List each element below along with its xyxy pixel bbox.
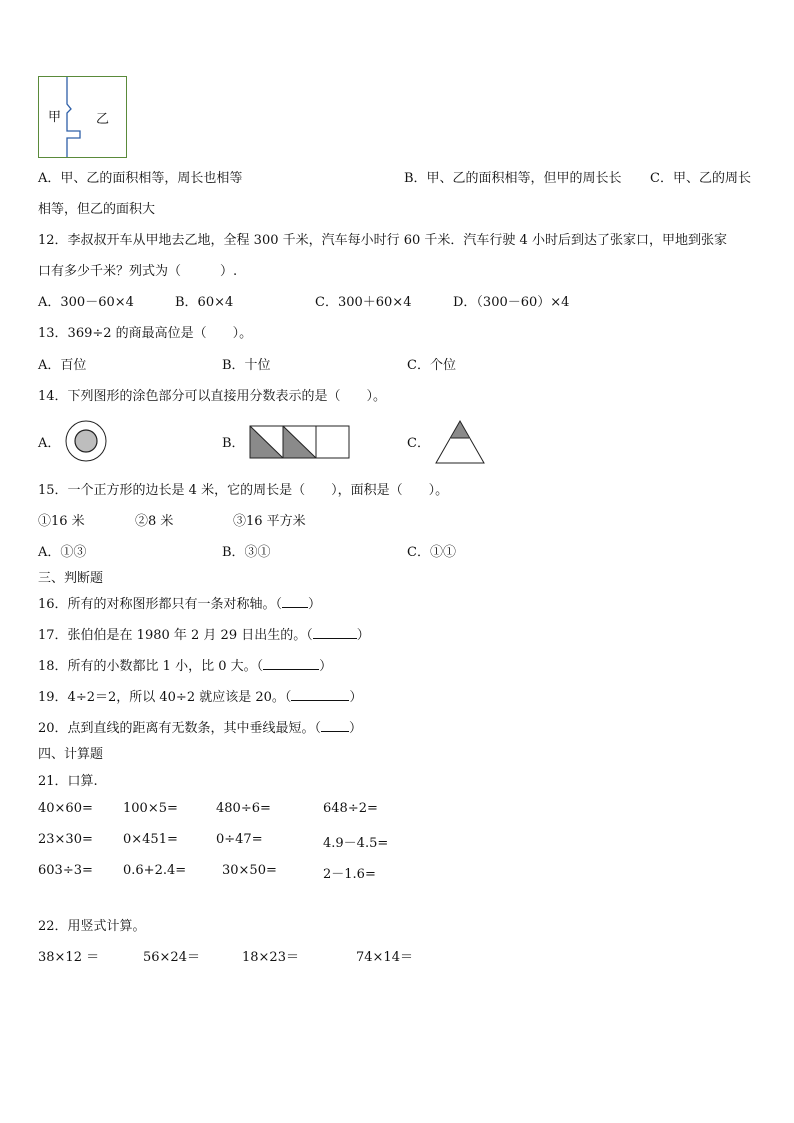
q21-item: 0×451= — [123, 832, 178, 847]
q22-item: 56×24＝ — [143, 950, 200, 965]
q21-item: 0÷47= — [216, 832, 263, 847]
shaded-triangle-icon — [434, 419, 486, 465]
q14-stem: 14．下列图形的涂色部分可以直接用分数表示的是（ ）。 — [38, 389, 387, 404]
q17-answer-blank[interactable] — [313, 627, 357, 639]
q13-option-c: C．个位 — [407, 358, 456, 373]
q20-close: ） — [349, 721, 363, 736]
q20-text: 20．点到直线的距离有无数条，其中垂线最短。（ — [38, 721, 322, 736]
q21-item: 100×5= — [123, 801, 178, 816]
q15-choice-2: ②8 米 — [135, 514, 174, 529]
q21-item: 2－1.6= — [323, 867, 376, 882]
q18-answer-blank[interactable] — [263, 658, 319, 670]
q12-option-c: C．300＋60×4 — [315, 295, 412, 310]
q14-option-a-label: A． — [38, 436, 61, 451]
q21-item: 23×30= — [38, 832, 93, 847]
q20 — [38, 717, 362, 736]
q15-stem: 15．一个正方形的边长是 4 米，它的周长是（ ），面积是（ ）。 — [38, 483, 449, 498]
q12-stem-line2: 口有多少千米？列式为（ ）. — [38, 264, 238, 279]
q13-stem: 13．369÷2 的商最高位是（ ）。 — [38, 326, 253, 341]
q21-item: 4.9－4.5= — [323, 836, 389, 851]
q13-option-a: A．百位 — [38, 358, 87, 373]
q16-close: ） — [308, 597, 322, 612]
q21-item: 480÷6= — [216, 801, 271, 816]
q17-text: 17．张伯伯是在 1980 年 2 月 29 日出生的。（ — [38, 628, 313, 643]
q11-option-c-continued: 相等，但乙的面积大 — [38, 202, 156, 217]
q15-choice-3: ③16 平方米 — [233, 514, 306, 529]
q17 — [38, 624, 370, 643]
q17-close: ） — [356, 628, 370, 643]
q15-option-b: B．③① — [222, 545, 271, 560]
shaded-squares-icon — [249, 425, 351, 459]
q20-answer-blank[interactable] — [321, 720, 349, 732]
q16-answer-blank[interactable] — [282, 596, 308, 608]
q21-stem: 21．口算. — [38, 774, 98, 789]
q15-option-c: C．①① — [407, 545, 456, 560]
q19 — [38, 686, 362, 705]
q14-option-b-label: B． — [222, 436, 245, 451]
q21-item: 40×60= — [38, 801, 93, 816]
q14-option-c-label: C． — [407, 436, 430, 451]
figure-label-jia: 甲 — [48, 110, 62, 125]
q18-close: ） — [319, 659, 333, 674]
q18-text: 18．所有的小数都比 1 小，比 0 大。（ — [38, 659, 264, 674]
q12-option-a: A．300－60×4 — [38, 295, 134, 310]
q11-option-b: B．甲、乙的面积相等，但甲的周长长 — [404, 171, 622, 186]
q22-item: 18×23＝ — [242, 950, 299, 965]
q22-item: 74×14＝ — [356, 950, 413, 965]
q11-option-a: A．甲、乙的面积相等，周长也相等 — [38, 171, 243, 186]
q19-text: 19．4÷2＝2，所以 40÷2 就应该是 20。（ — [38, 690, 292, 705]
q12-option-b: B．60×4 — [175, 295, 234, 310]
q22-stem: 22．用竖式计算。 — [38, 919, 146, 934]
section-4-heading: 四、计算题 — [38, 747, 104, 762]
figure-label-yi: 乙 — [96, 112, 110, 127]
q11-option-c: C．甲、乙的周长 — [650, 171, 751, 186]
q12-stem-line1: 12．李叔叔开车从甲地去乙地，全程 300 千米，汽车每小时行 60 千米．汽车行驶 4 小时后到达了张家口，甲地到张家 — [38, 233, 727, 248]
q19-close: ） — [349, 690, 363, 705]
q18 — [38, 655, 332, 674]
q21-item: 648÷2= — [323, 801, 378, 816]
q15-option-a: A．①③ — [38, 545, 87, 560]
q15-choice-1: ①16 米 — [38, 514, 85, 529]
q16-text: 16．所有的对称图形都只有一条对称轴。（ — [38, 597, 283, 612]
section-3-heading: 三、判断题 — [38, 571, 104, 586]
q21-item: 30×50= — [222, 863, 277, 878]
q21-item: 603÷3= — [38, 863, 93, 878]
q13-option-b: B．十位 — [222, 358, 271, 373]
q12-option-d: D．（300－60）×4 — [453, 295, 570, 310]
q21-item: 0.6+2.4= — [123, 863, 187, 878]
concentric-circles-icon — [64, 419, 108, 463]
q16 — [38, 593, 321, 612]
q22-item: 38×12 ＝ — [38, 950, 100, 965]
q19-answer-blank[interactable] — [291, 689, 349, 701]
